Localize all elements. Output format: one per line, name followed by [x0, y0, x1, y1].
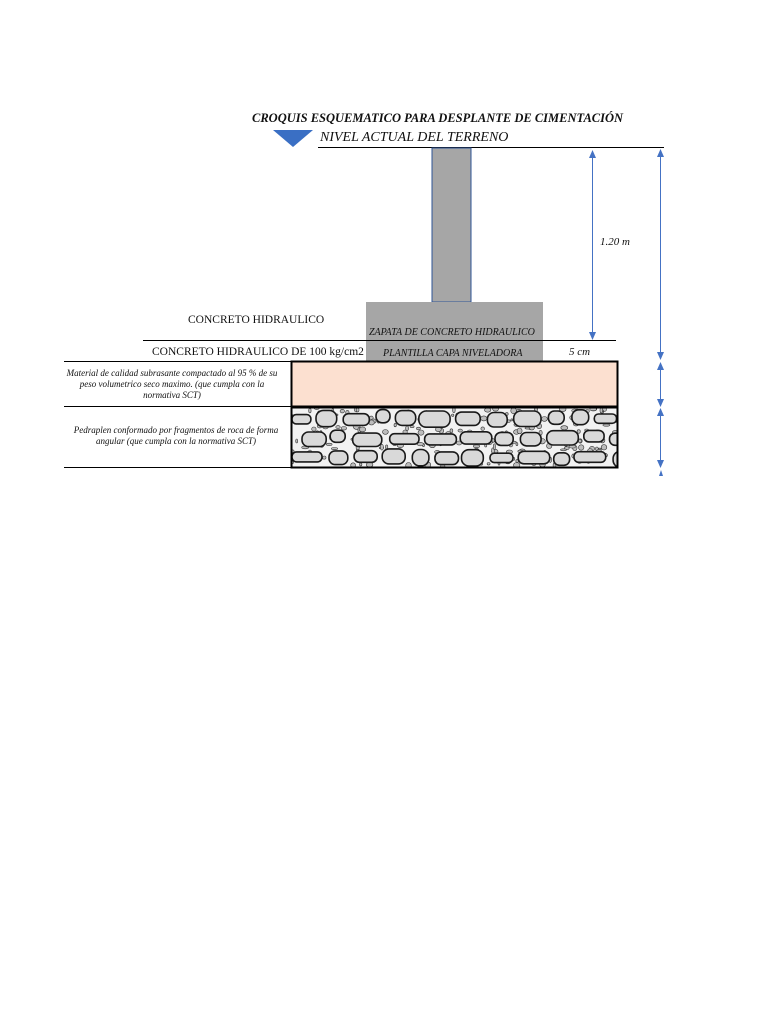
rock-fragment: [419, 411, 450, 427]
rock-fragment: [548, 411, 564, 424]
rock-fragment: [594, 414, 616, 423]
subrasante-description: Material de calidad subrasante compactado al 95 % de su peso volumetrico seco maximo. (que cumpla con la normativa SCT): [66, 368, 278, 400]
rock-fragment: [376, 410, 390, 423]
depth-dimension-label: 1.20 m: [600, 236, 630, 248]
rock-fragment: [435, 452, 459, 465]
rock-fragment: [292, 452, 322, 462]
plantilla-label: PLANTILLA CAPA NIVELADORA: [383, 348, 523, 359]
rock-fragment: [412, 450, 429, 466]
arrow-down-icon: [657, 352, 664, 360]
rock-fragment: [302, 432, 326, 447]
rock-fragment: [490, 453, 513, 462]
rock-fragment: [382, 449, 405, 464]
zapata-label: ZAPATA DE CONCRETO HIDRAULICO: [369, 327, 535, 338]
rock-fragment: [574, 452, 606, 463]
arrow-up-icon: [657, 362, 664, 370]
rock-fragment: [620, 411, 642, 421]
rock-fragment: [329, 451, 348, 465]
rock-fragment: [460, 432, 492, 444]
arrow-down-icon: [589, 332, 596, 340]
arrow-up-icon: [657, 149, 664, 157]
rock-fragment: [572, 410, 589, 425]
rock-fragment: [330, 430, 345, 442]
subrasante-layer: [292, 362, 618, 407]
rock-fragment: [495, 432, 513, 445]
rock-fragment: [462, 450, 484, 466]
diagram-title: CROQUIS ESQUEMATICO PARA DESPLANTE DE CIMENTACIÓN: [252, 111, 624, 125]
arrow-up-icon: [659, 470, 663, 476]
rock-fragment: [610, 433, 630, 445]
rock-fragment: [456, 412, 481, 425]
rock-fragment: [518, 451, 550, 464]
concreto-hidraulico-label: CONCRETO HIDRAULICO: [188, 314, 325, 326]
rock-fragment: [547, 431, 579, 445]
ground-level-label: NIVEL ACTUAL DEL TERRENO: [320, 130, 509, 145]
rock-fragment: [584, 430, 604, 442]
arrow-up-icon: [589, 150, 596, 158]
rock-fragment: [390, 434, 419, 445]
arrow-up-icon: [657, 408, 664, 416]
rock-fragment: [354, 451, 377, 463]
concrete-column: [432, 148, 471, 302]
plantilla-thickness-label: 5 cm: [569, 346, 591, 358]
rock-fragment: [514, 411, 541, 427]
rock-fragment: [316, 410, 337, 426]
rock-fragment: [395, 411, 415, 426]
rock-fragment: [520, 433, 541, 446]
arrow-down-icon: [657, 460, 664, 468]
pedraplen-description: Pedraplen conformado por fragmentos de roca de forma angular (que cumpla con la normativa SCT): [73, 425, 279, 446]
concreto-100-label: CONCRETO HIDRAULICO DE 100 kg/cm2: [152, 346, 364, 358]
rock-fragment: [425, 434, 457, 445]
rock-fragment: [554, 453, 570, 466]
rock-fragment: [343, 414, 369, 426]
arrow-down-icon: [657, 399, 664, 407]
rock-fragment: [353, 433, 382, 446]
rock-fragment: [292, 415, 311, 424]
rock-fragment: [487, 413, 507, 428]
ground-level-marker-icon: [273, 130, 313, 147]
